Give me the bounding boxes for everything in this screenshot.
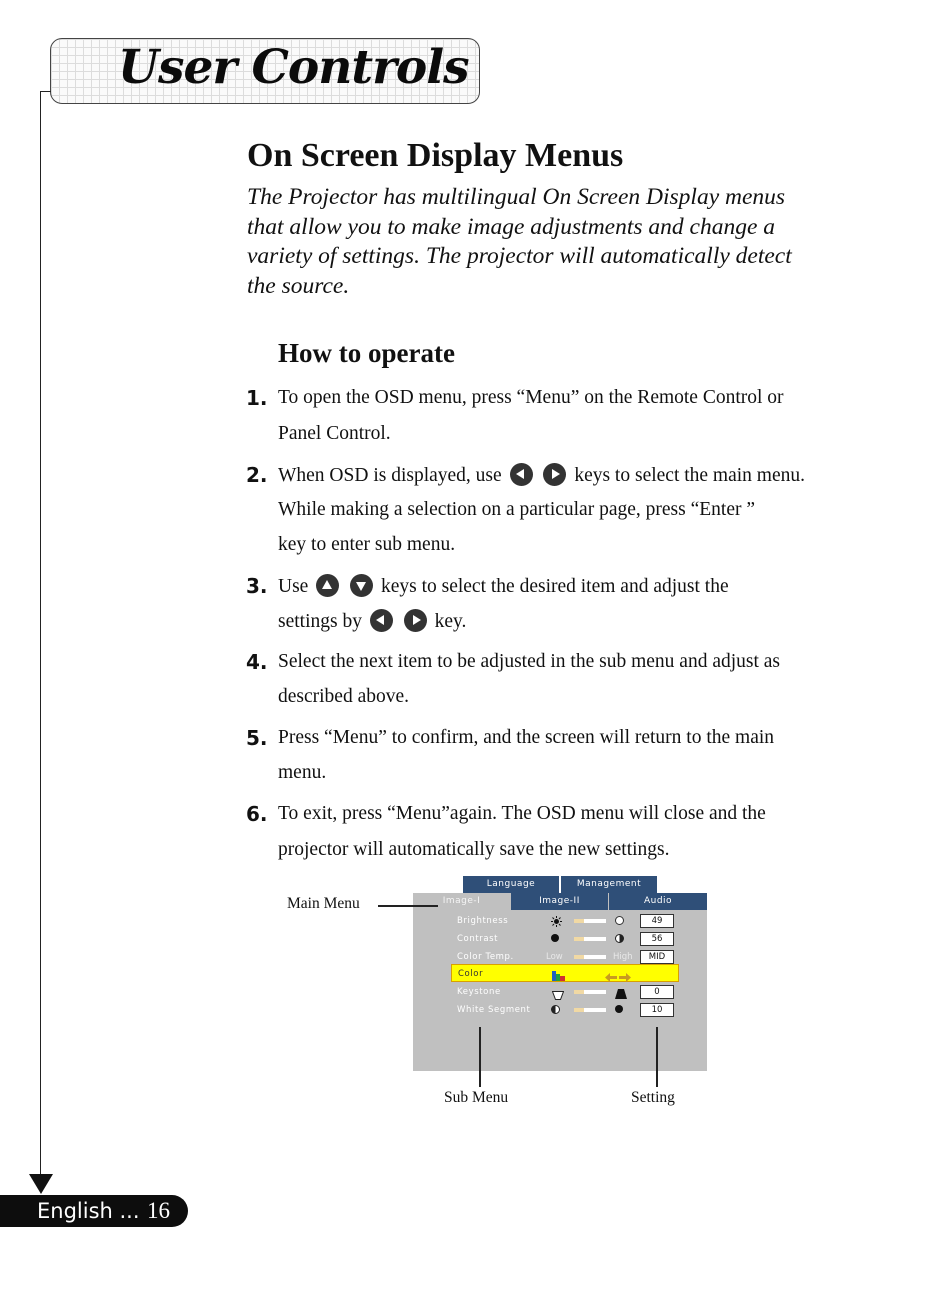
filled-circle-icon: [615, 1005, 623, 1013]
up-arrow-key-icon: [316, 574, 339, 597]
half-circle-icon: [551, 1005, 560, 1014]
callout-main-menu: Main Menu: [287, 895, 360, 912]
leader-line-sub-menu: [479, 1027, 481, 1087]
step-text: [278, 609, 466, 634]
osd-value-box: 0: [640, 985, 674, 999]
step-text: [278, 463, 805, 488]
osd-row-brightness: [413, 912, 707, 930]
osd-tab-image-1: Image-I: [413, 893, 510, 910]
osd-value-box: 56: [640, 932, 674, 946]
step-number: 2.: [246, 463, 268, 487]
osd-slider-bar: [574, 937, 606, 941]
osd-menu-panel: [413, 893, 707, 1071]
guide-line-horizontal: [40, 91, 51, 92]
step-text: To open the OSD menu, press “Menu” on the Remote Control or: [278, 387, 784, 408]
osd-tab-language: Language: [463, 876, 559, 893]
intro-line: the source.: [247, 272, 350, 299]
light-circle-icon: [615, 916, 624, 925]
step-number: 6.: [246, 802, 268, 826]
step-text: menu.: [278, 762, 327, 783]
down-arrow-icon: [29, 1174, 53, 1194]
step-text: projector will automatically save the new settings.: [278, 839, 670, 860]
left-arrow-key-icon: [370, 609, 393, 632]
filled-circle-icon: [551, 934, 559, 942]
osd-row-label: Keystone: [457, 987, 501, 997]
page-header-title: User Controls: [118, 40, 469, 95]
step-text: key to enter sub menu.: [278, 534, 456, 555]
step-number: 1.: [246, 386, 268, 410]
footer-page-number: 16: [147, 1198, 170, 1223]
step-text-part: When OSD is displayed, use: [278, 465, 502, 486]
down-arrow-key-icon: [350, 574, 373, 597]
osd-tab-management: Management: [561, 876, 657, 893]
osd-value-box: 49: [640, 914, 674, 928]
osd-slider-bar: [574, 1008, 606, 1012]
osd-row-label: Color: [458, 969, 484, 979]
step-text: To exit, press “Menu”again. The OSD menu will close and the: [278, 803, 766, 824]
step-text: described above.: [278, 686, 410, 707]
intro-paragraph: [247, 183, 847, 301]
section-title: On Screen Display Menus: [247, 137, 624, 174]
osd-row-label: Brightness: [457, 916, 509, 926]
osd-tab-audio: Audio: [609, 893, 707, 910]
leader-line-setting: [656, 1027, 658, 1087]
left-arrow-key-icon: [510, 463, 533, 486]
osd-tab-image-2: Image-II: [511, 893, 608, 910]
osd-slider-bar: [574, 955, 606, 959]
step-text-part: keys to select the main menu.: [574, 465, 805, 486]
osd-row-contrast: [413, 930, 707, 948]
footer-language: English ...: [37, 1199, 140, 1223]
osd-row-label: Contrast: [457, 934, 499, 944]
osd-row-color-selected: [451, 964, 679, 982]
osd-row-keystone: [413, 983, 707, 1001]
guide-line-vertical: [40, 91, 41, 1179]
step-number: 5.: [246, 726, 268, 750]
step-text: While making a selection on a particular page, press “Enter ”: [278, 499, 756, 520]
leader-line-main-menu: [378, 905, 438, 907]
osd-high-label: High: [613, 952, 633, 962]
right-arrow-key-icon: [543, 463, 566, 486]
step-text-part: settings by: [278, 611, 362, 632]
right-arrow-key-icon: [404, 609, 427, 632]
osd-row-white-segment: [413, 1001, 707, 1019]
step-text: Select the next item to be adjusted in the sub menu and adjust as: [278, 651, 781, 672]
osd-value-box: 10: [640, 1003, 674, 1017]
osd-slider-bar: [574, 919, 606, 923]
sun-icon: [551, 914, 560, 923]
osd-value-box: MID: [640, 950, 674, 964]
step-text: [278, 574, 729, 599]
callout-sub-menu: Sub Menu: [444, 1089, 509, 1106]
intro-line: The Projector has multilingual On Screen Display menus: [247, 184, 786, 210]
subsection-title: How to operate: [278, 338, 455, 368]
step-text-part: key.: [434, 611, 467, 632]
osd-slider-bar: [574, 990, 606, 994]
step-text-part: Use: [278, 576, 309, 597]
step-text: Press “Menu” to confirm, and the screen will return to the main: [278, 727, 775, 748]
osd-low-label: Low: [546, 952, 563, 962]
osd-row-label: Color Temp.: [457, 952, 514, 962]
step-text: Panel Control.: [278, 423, 391, 444]
step-number: 3.: [246, 574, 268, 598]
callout-setting: Setting: [631, 1089, 675, 1106]
intro-line: that allow you to make image adjustments and change a: [247, 213, 776, 240]
osd-row-label: White Segment: [457, 1005, 531, 1015]
half-circle-icon: [615, 934, 624, 943]
step-text-part: keys to select the desired item and adjust the: [380, 576, 729, 597]
step-number: 4.: [246, 650, 268, 674]
intro-line: variety of settings. The projector will automatically detect: [247, 243, 792, 269]
